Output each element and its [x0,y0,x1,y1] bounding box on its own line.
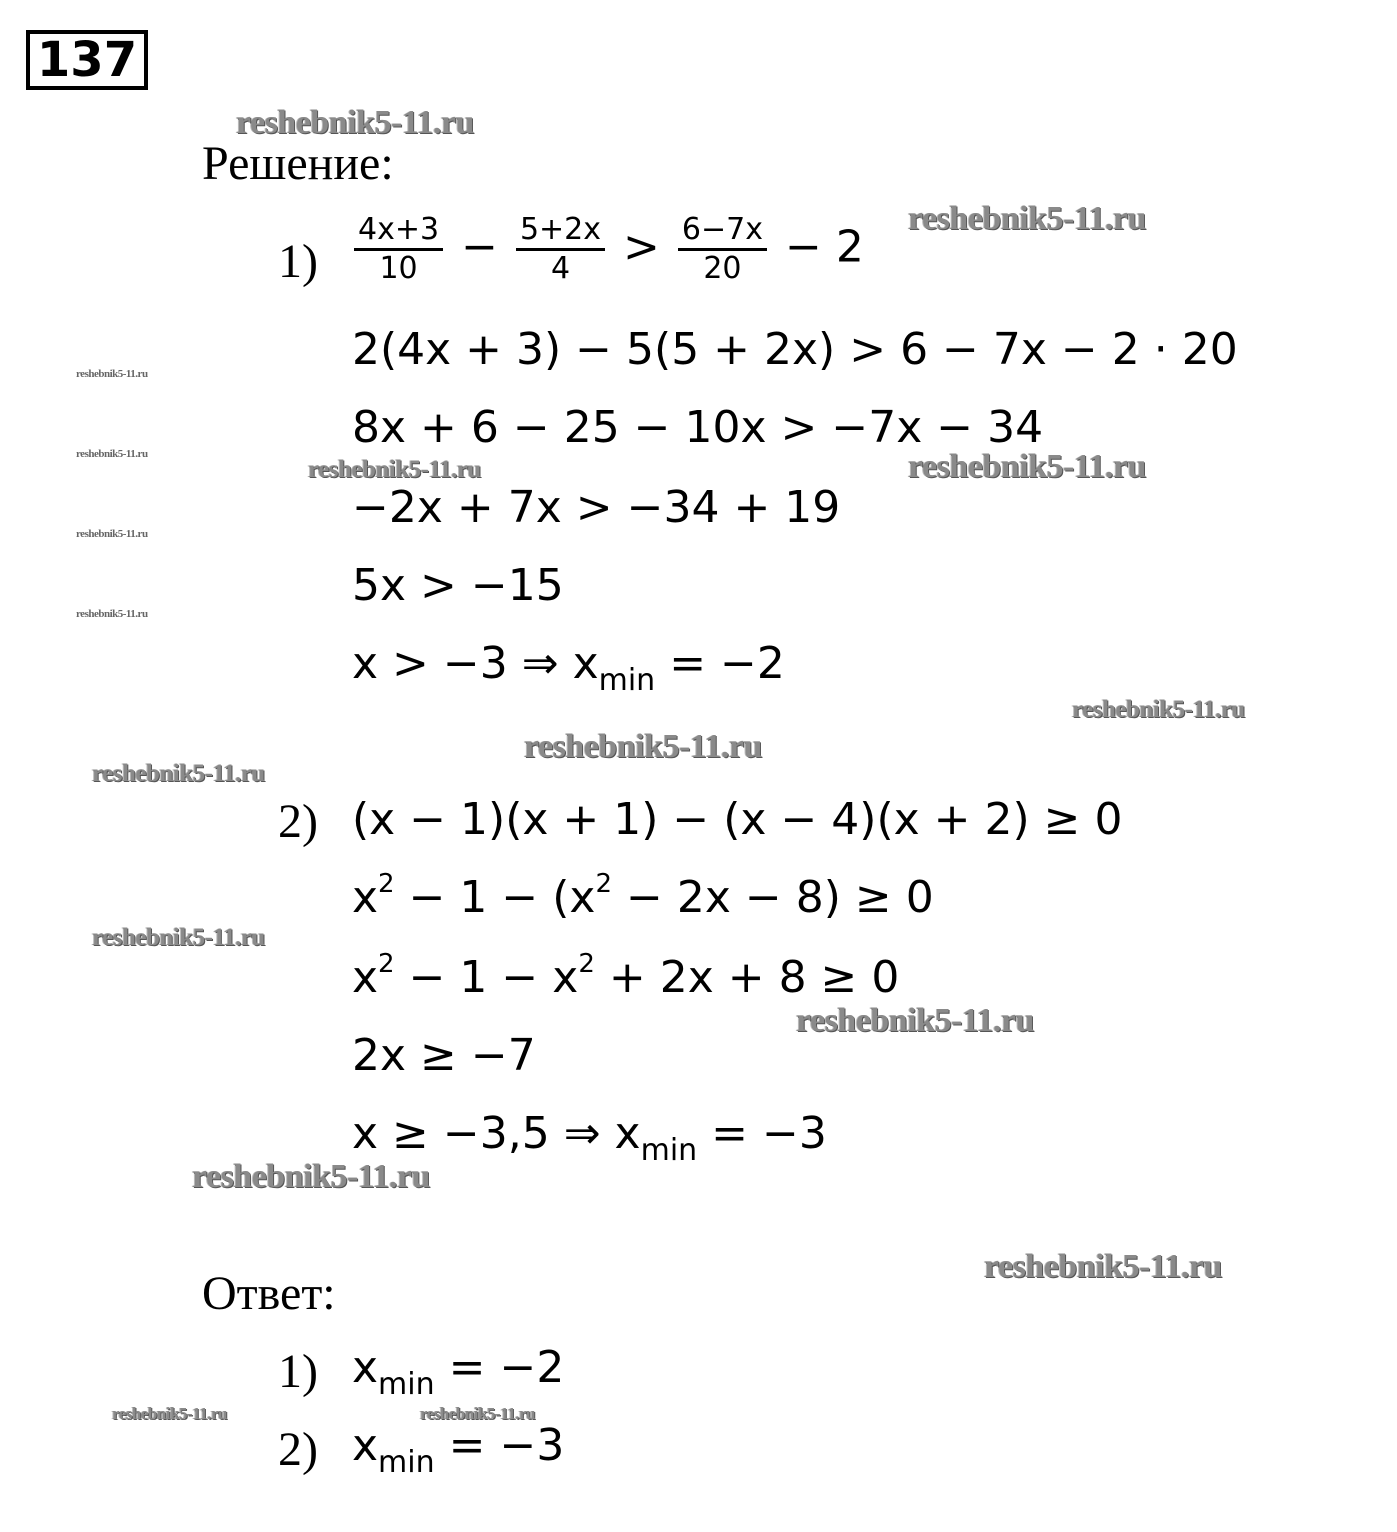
answer-2-left: x [352,1420,379,1471]
answer-1-label: 1) [278,1345,318,1398]
fraction-2 [516,212,605,287]
watermark: reshebnik5-11.ru [796,1002,1034,1039]
minus-sign: − [461,221,498,273]
watermark: reshebnik5-11.ru [524,728,762,765]
watermark: reshebnik5-11.ru [76,608,148,620]
greater-sign: > [623,221,660,273]
watermark: reshebnik5-11.ru [92,760,265,787]
part1-step-2: 8x + 6 − 25 − 10x > −7x − 34 [352,402,1044,453]
part1-result-sub: min [598,663,656,698]
part2-result-left: x ≥ −3,5 ⇒ x [352,1108,641,1159]
part1-step-3: −2x + 7x > −34 + 19 [352,482,841,533]
watermark: reshebnik5-11.ru [984,1248,1222,1285]
answer-1-right: = −2 [434,1342,565,1393]
solution-heading: Решение: [202,137,394,190]
watermark: reshebnik5-11.ru [420,1404,535,1423]
part2-result [352,1108,827,1168]
exponent: 2 [378,869,395,899]
part2-step-2-b: − 1 − (x [394,872,596,923]
fraction-1-denominator: 10 [379,251,418,286]
part2-step-3-a: x [352,952,379,1003]
part1-result-left: x > −3 ⇒ x [352,638,599,689]
watermark: reshebnik5-11.ru [908,448,1146,485]
part2-step-3-c: + 2x + 8 ≥ 0 [594,952,900,1003]
part2-step-1: (x − 1)(x + 1) − (x − 4)(x + 2) ≥ 0 [352,794,1123,845]
part2-step-3 [352,949,900,1004]
part1-result-right: = −2 [655,638,785,689]
watermark: reshebnik5-11.ru [236,104,474,141]
watermark: reshebnik5-11.ru [112,1404,227,1423]
watermark: reshebnik5-11.ru [308,456,481,483]
part2-step-2-c: − 2x − 8) ≥ 0 [612,872,934,923]
part1-result [352,638,785,698]
problem-number: 137 [26,30,148,90]
part1-label: 1) [278,235,318,288]
answer-2-sub: min [378,1445,435,1480]
watermark: reshebnik5-11.ru [908,200,1146,237]
exponent: 2 [595,869,613,899]
answer-2-label: 2) [278,1423,318,1476]
answer-1-sub: min [378,1367,435,1402]
part2-result-right: = −3 [697,1108,827,1159]
part1-inequality [350,212,864,287]
part2-step-2-a: x [352,872,379,923]
part2-step-4: 2x ≥ −7 [352,1030,536,1081]
part1-step-4: 5x > −15 [352,560,564,611]
answer-heading: Ответ: [202,1267,336,1320]
watermark: reshebnik5-11.ru [76,368,148,380]
watermark: reshebnik5-11.ru [76,528,148,540]
exponent: 2 [378,949,395,979]
inequality-tail: − 2 [784,221,864,273]
watermark: reshebnik5-11.ru [92,924,265,951]
fraction-3-numerator: 6−7x [678,212,767,251]
fraction-3 [678,212,767,287]
fraction-2-denominator: 4 [550,251,571,286]
part2-step-3-b: − 1 − x [394,952,579,1003]
watermark: reshebnik5-11.ru [192,1158,430,1195]
answer-1-left: x [352,1342,379,1393]
answer-1 [352,1342,565,1402]
part2-step-2 [352,869,934,924]
fraction-3-denominator: 20 [703,251,742,286]
fraction-1-numerator: 4x+3 [354,212,443,251]
answer-2 [352,1420,565,1480]
fraction-1 [354,212,443,287]
part1-step-1: 2(4x + 3) − 5(5 + 2x) > 6 − 7x − 2 · 20 [352,324,1238,375]
fraction-2-numerator: 5+2x [516,212,605,251]
exponent: 2 [578,949,595,979]
part2-label: 2) [278,795,318,848]
answer-2-right: = −3 [434,1420,565,1471]
watermark: reshebnik5-11.ru [1072,696,1245,723]
part2-result-sub: min [640,1133,698,1168]
watermark: reshebnik5-11.ru [76,448,148,460]
